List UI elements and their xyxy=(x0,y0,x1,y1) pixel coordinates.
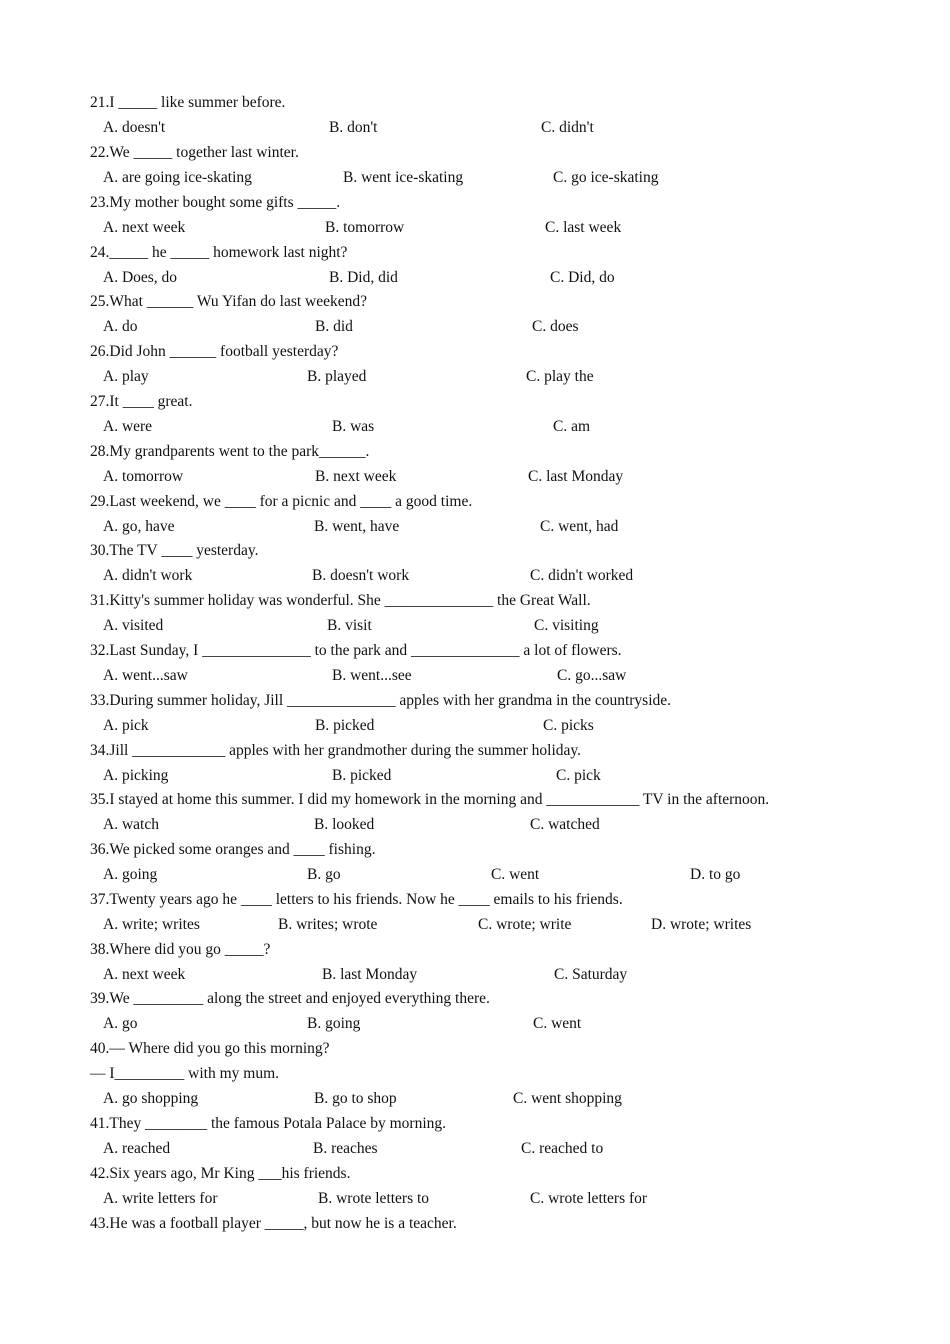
answer-option: A. going xyxy=(103,866,158,883)
answer-option: B. go to shop xyxy=(314,1090,397,1107)
answer-option: C. visiting xyxy=(534,617,599,634)
answer-option: A. Does, do xyxy=(103,269,178,286)
answer-option: B. did xyxy=(315,318,353,335)
answer-option: B. tomorrow xyxy=(325,219,405,236)
question-stem: 39.We _________ along the street and enjoyed everything there. xyxy=(90,990,490,1007)
question-stem: 21.I _____ like summer before. xyxy=(90,94,286,111)
answer-option: A. play xyxy=(103,368,149,385)
question-stem: 25.What ______ Wu Yifan do last weekend? xyxy=(90,293,368,310)
answer-option: A. picking xyxy=(103,767,169,784)
answer-option: B. picked xyxy=(315,717,375,734)
question-stem: 42.Six years ago, Mr King ___his friends. xyxy=(90,1165,351,1182)
answer-option: B. doesn't work xyxy=(312,567,410,584)
answer-option: D. to go xyxy=(690,866,741,883)
question-stem: 31.Kitty's summer holiday was wonderful. She ______________ the Great Wall. xyxy=(90,592,591,609)
answer-option: C. went, had xyxy=(540,518,619,535)
answer-option: A. were xyxy=(103,418,153,435)
question-stem: 36.We picked some oranges and ____ fishing. xyxy=(90,841,376,858)
answer-option: B. visit xyxy=(327,617,372,634)
question-stem: 41.They ________ the famous Potala Palace by morning. xyxy=(90,1115,447,1132)
answer-option: B. next week xyxy=(315,468,397,485)
answer-option: C. last week xyxy=(545,219,622,236)
answer-option: A. next week xyxy=(103,966,186,983)
answer-option: C. does xyxy=(532,318,579,335)
question-stem: 43.He was a football player _____, but now he is a teacher. xyxy=(90,1215,457,1232)
question-stem: 22.We _____ together last winter. xyxy=(90,144,299,161)
answer-option: A. tomorrow xyxy=(103,468,184,485)
question-stem: 40.— Where did you go this morning? xyxy=(90,1040,330,1057)
question-stem: 37.Twenty years ago he ____ letters to his friends. Now he ____ emails to his friends. xyxy=(90,891,623,908)
answer-option: A. go, have xyxy=(103,518,175,535)
answer-option: A. doesn't xyxy=(103,119,166,136)
answer-option: C. went xyxy=(491,866,540,883)
answer-option: B. go xyxy=(307,866,341,883)
answer-option: A. visited xyxy=(103,617,164,634)
answer-option: B. Did, did xyxy=(329,269,398,286)
question-stem: 27.It ____ great. xyxy=(90,393,193,410)
answer-option: B. last Monday xyxy=(322,966,418,983)
answer-option: C. go...saw xyxy=(557,667,627,684)
answer-option: C. am xyxy=(553,418,591,435)
answer-option: C. go ice-skating xyxy=(553,169,659,186)
answer-option: C. Saturday xyxy=(554,966,628,983)
question-response-line: — I_________ with my mum. xyxy=(90,1065,280,1082)
answer-option: C. picks xyxy=(543,717,594,734)
answer-option: C. last Monday xyxy=(528,468,624,485)
question-stem: 34.Jill ____________ apples with her grandmother during the summer holiday. xyxy=(90,742,582,759)
answer-option: A. next week xyxy=(103,219,186,236)
question-stem: 28.My grandparents went to the park______. xyxy=(90,443,370,460)
question-stem: 30.The TV ____ yesterday. xyxy=(90,542,259,559)
answer-option: A. go xyxy=(103,1015,138,1032)
answer-option: C. watched xyxy=(530,816,600,833)
answer-option: C. went xyxy=(533,1015,582,1032)
answer-option: B. was xyxy=(332,418,375,435)
question-stem: 33.During summer holiday, Jill ______________ apples with her grandma in the countryside. xyxy=(90,692,672,709)
answer-option: B. went, have xyxy=(314,518,400,535)
answer-option: C. didn't xyxy=(541,119,594,136)
answer-option: C. went shopping xyxy=(513,1090,622,1107)
answer-option: A. didn't work xyxy=(103,567,193,584)
answer-option: B. reaches xyxy=(313,1140,378,1157)
answer-option: C. Did, do xyxy=(550,269,615,286)
answer-option: C. wrote; write xyxy=(478,916,572,933)
answer-option: A. pick xyxy=(103,717,149,734)
answer-option: B. played xyxy=(307,368,367,385)
answer-option: C. wrote letters for xyxy=(530,1190,648,1207)
answer-option: B. went...see xyxy=(332,667,412,684)
question-stem: 23.My mother bought some gifts _____. xyxy=(90,194,341,211)
question-stem: 24._____ he _____ homework last night? xyxy=(90,244,348,261)
answer-option: C. pick xyxy=(556,767,601,784)
answer-option: B. wrote letters to xyxy=(318,1190,430,1207)
answer-option: A. write letters for xyxy=(103,1190,218,1207)
answer-option: B. writes; wrote xyxy=(278,916,378,933)
answer-option: B. picked xyxy=(332,767,392,784)
question-stem: 32.Last Sunday, I ______________ to the park and ______________ a lot of flowers. xyxy=(90,642,622,659)
answer-option: A. write; writes xyxy=(103,916,200,933)
answer-option: A. went...saw xyxy=(103,667,188,684)
question-stem: 29.Last weekend, we ____ for a picnic and ____ a good time. xyxy=(90,493,473,510)
answer-option: B. don't xyxy=(329,119,378,136)
answer-option: C. didn't worked xyxy=(530,567,634,584)
answer-option: A. watch xyxy=(103,816,159,833)
question-stem: 35.I stayed at home this summer. I did my homework in the morning and ____________ TV in the afternoon. xyxy=(90,791,770,808)
question-stem: 26.Did John ______ football yesterday? xyxy=(90,343,339,360)
answer-option: C. play the xyxy=(526,368,594,385)
answer-option: A. go shopping xyxy=(103,1090,199,1107)
answer-option: A. do xyxy=(103,318,138,335)
answer-option: A. are going ice-skating xyxy=(103,169,252,186)
answer-option: D. wrote; writes xyxy=(651,916,752,933)
answer-option: B. going xyxy=(307,1015,361,1032)
answer-option: B. looked xyxy=(314,816,375,833)
answer-option: A. reached xyxy=(103,1140,171,1157)
answer-option: B. went ice-skating xyxy=(343,169,464,186)
answer-option: C. reached to xyxy=(521,1140,604,1157)
question-stem: 38.Where did you go _____? xyxy=(90,941,271,958)
